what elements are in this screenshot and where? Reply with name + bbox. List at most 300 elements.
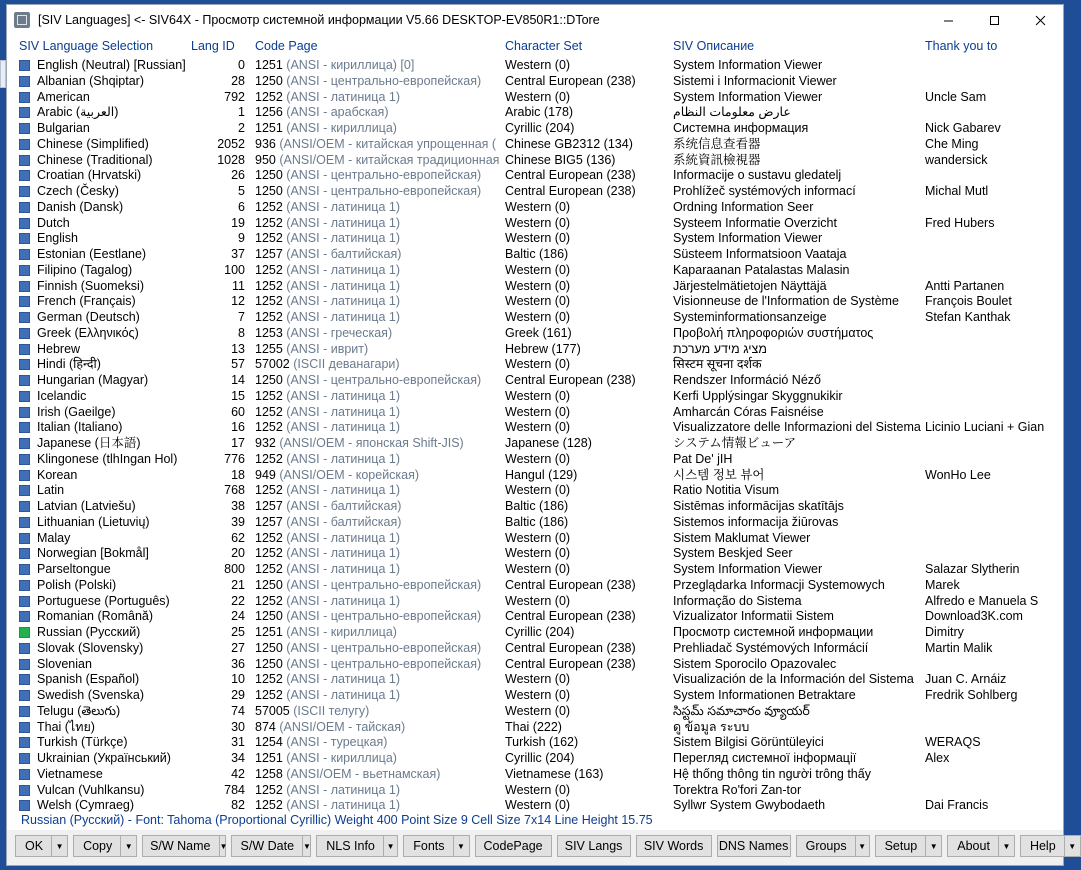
cell-desc: System Informationen Betraktare: [673, 688, 856, 702]
cell-thanks: Alex: [925, 751, 950, 765]
cell-cp: 936 (ANSI/OEM - китайская упрощенная (: [255, 136, 497, 151]
table-row[interactable]: [7, 672, 1063, 688]
table-row[interactable]: [7, 342, 1063, 358]
checkbox-icon: [19, 407, 30, 418]
about-button[interactable]: [947, 835, 1015, 857]
cell-desc: Visionneuse de l'Information de Système: [673, 294, 899, 309]
cell-thanks: Dimitry: [925, 625, 964, 639]
cell-lang: Chinese (Traditional): [37, 152, 153, 167]
table-row[interactable]: [7, 168, 1063, 184]
chevron-down-icon[interactable]: ▼: [998, 836, 1014, 856]
table-row[interactable]: [7, 436, 1063, 452]
cell-lang: Turkish (Türkçe): [37, 735, 128, 750]
table-row[interactable]: [7, 137, 1063, 153]
row-select-checkbox[interactable]: [19, 405, 32, 421]
row-select-checkbox[interactable]: [19, 767, 32, 783]
maximize-button[interactable]: [971, 5, 1017, 35]
cell-id: 34: [231, 751, 245, 765]
table-row[interactable]: [7, 121, 1063, 137]
table-row[interactable]: [7, 531, 1063, 547]
cell-desc: Kerfi Upplýsingar Skyggnukikir: [673, 388, 843, 403]
column-header-thanks: Thank you to: [925, 39, 998, 53]
row-select-checkbox[interactable]: [19, 105, 32, 121]
cell-cs: Western (0): [505, 89, 571, 104]
table-row[interactable]: [7, 90, 1063, 106]
cell-lang: English (Neutral) [Russian]: [37, 58, 186, 72]
cell-cp: 874 (ANSI/OEM - тайская): [255, 719, 406, 734]
cell-desc: Systeem Informatie Overzicht: [673, 215, 837, 230]
cell-id: 36: [231, 656, 245, 671]
cell-id: 792: [224, 89, 245, 104]
cell-desc: Süsteem Informatsioon Vaataja: [673, 247, 847, 261]
cell-cp: 949 (ANSI/OEM - корейская): [255, 467, 420, 482]
cell-cs: Western (0): [505, 262, 571, 277]
cell-cp: 1252 (ANSI - латиница 1): [255, 199, 400, 214]
row-select-checkbox[interactable]: [19, 357, 32, 373]
table-row[interactable]: [7, 405, 1063, 421]
row-select-checkbox[interactable]: [19, 326, 32, 342]
row-select-checkbox[interactable]: [19, 672, 32, 688]
cell-id: 39: [231, 514, 245, 529]
column-header-description: SIV Описание: [673, 39, 755, 53]
checkbox-icon: [19, 296, 30, 307]
cell-cp: 950 (ANSI/OEM - китайская традиционная: [255, 152, 500, 167]
cell-lang: Dutch: [37, 215, 70, 230]
cell-desc: Просмотр системной информации: [673, 625, 874, 639]
cell-lang: Lithuanian (Lietuvių): [37, 514, 150, 529]
cell-cp: 1250 (ANSI - центрально-европейская): [255, 640, 482, 655]
codepage-button[interactable]: CodePage: [475, 835, 552, 857]
cell-cp: 1252 (ANSI - латиница 1): [255, 215, 400, 230]
cell-cp: 1257 (ANSI - балтийская): [255, 499, 402, 513]
cell-cp: 1252 (ANSI - латиница 1): [255, 420, 400, 435]
cell-cs: Thai (222): [505, 719, 562, 734]
cell-lang: Swedish (Svenska): [37, 688, 144, 702]
siv-langs-button[interactable]: SIV Langs: [557, 835, 631, 857]
row-select-checkbox[interactable]: [19, 499, 32, 515]
cell-desc: System Information Viewer: [673, 58, 823, 72]
table-row[interactable]: [7, 594, 1063, 610]
row-select-checkbox[interactable]: [19, 263, 32, 279]
cell-id: 31: [231, 735, 245, 750]
checkbox-icon: [19, 281, 30, 292]
chevron-down-icon[interactable]: ▼: [51, 836, 67, 856]
row-select-checkbox[interactable]: [19, 720, 32, 736]
table-row[interactable]: [7, 641, 1063, 657]
cell-desc: Sistem Maklumat Viewer: [673, 530, 811, 545]
table-row[interactable]: [7, 798, 1063, 814]
cell-cs: Chinese GB2312 (134): [505, 136, 633, 151]
dns-names-button[interactable]: DNS Names: [717, 835, 791, 857]
cell-lang: Vietnamese: [37, 766, 103, 781]
copy-button[interactable]: [73, 835, 137, 857]
table-row[interactable]: [7, 184, 1063, 200]
button-label: Groups: [805, 839, 847, 853]
cell-cs: Vietnamese (163): [505, 766, 604, 781]
cell-id: 62: [231, 530, 245, 545]
row-select-checkbox[interactable]: [19, 515, 32, 531]
cell-desc: Visualizzatore delle Informazioni del Sistema: [673, 420, 921, 435]
button-label: S/W Date: [240, 839, 295, 853]
cell-cp: 1256 (ANSI - арабская): [255, 105, 389, 120]
checkbox-icon: [19, 375, 30, 386]
cell-id: 29: [231, 688, 245, 702]
cell-desc: Sistemi i Informacionit Viewer: [673, 73, 837, 88]
fonts-button[interactable]: [403, 835, 469, 857]
cell-lang: Korean: [37, 467, 78, 482]
chevron-down-icon[interactable]: ▼: [1064, 836, 1080, 856]
cell-lang: Parseltongue: [37, 562, 111, 576]
row-select-checkbox[interactable]: [19, 184, 32, 200]
table-row[interactable]: [7, 546, 1063, 562]
cell-cp: 1251 (ANSI - кириллица) [0]: [255, 58, 415, 72]
cell-thanks: WonHo Lee: [925, 467, 991, 482]
cell-cp: 1252 (ANSI - латиница 1): [255, 798, 400, 813]
table-body[interactable]: [7, 58, 1063, 813]
cell-id: 30: [231, 719, 245, 734]
cell-desc: システム情報ビューア: [673, 436, 797, 450]
minimize-button[interactable]: [925, 5, 971, 35]
cell-lang: English: [37, 231, 78, 246]
row-select-checkbox[interactable]: [19, 74, 32, 90]
cell-thanks: Antti Partanen: [925, 278, 1005, 293]
row-select-checkbox[interactable]: [19, 294, 32, 310]
cell-thanks: Juan C. Arnáiz: [925, 672, 1007, 687]
cell-thanks: Stefan Kanthak: [925, 310, 1011, 324]
cell-cp: 1257 (ANSI - балтийская): [255, 514, 402, 529]
cell-cs: Hebrew (177): [505, 341, 581, 356]
column-header-character-set: Character Set: [505, 39, 583, 53]
cell-id: 6: [238, 199, 245, 214]
cell-thanks: Fred Hubers: [925, 215, 995, 230]
checkbox-icon: [19, 722, 30, 733]
table-row[interactable]: [7, 74, 1063, 90]
chevron-down-icon[interactable]: ▼: [219, 836, 228, 856]
s-w-name-button[interactable]: [142, 835, 226, 857]
button-label: OK: [25, 839, 44, 853]
cell-id: 60: [231, 404, 245, 419]
row-select-checkbox[interactable]: [19, 247, 32, 263]
row-select-checkbox[interactable]: [19, 625, 32, 641]
cell-desc: System Beskjed Seer: [673, 546, 793, 561]
row-select-checkbox[interactable]: [19, 436, 32, 452]
cell-lang: Bulgarian: [37, 121, 90, 135]
row-select-checkbox[interactable]: [19, 468, 32, 484]
row-select-checkbox[interactable]: [19, 594, 32, 610]
cell-lang: Romanian (Română): [37, 609, 154, 624]
cell-id: 20: [231, 546, 245, 561]
cell-cp: 1253 (ANSI - греческая): [255, 325, 393, 340]
cell-cp: 1258 (ANSI/OEM - вьетнамская): [255, 766, 441, 781]
window-title: [SIV Languages] <- SIV64X - Просмотр системной информации V5.66 DESKTOP-EV850R1::DTore: [38, 13, 600, 27]
row-select-checkbox[interactable]: [19, 657, 32, 673]
row-select-checkbox[interactable]: [19, 168, 32, 184]
languages-table: [7, 36, 1063, 813]
table-row[interactable]: [7, 735, 1063, 751]
table-row[interactable]: [7, 326, 1063, 342]
cell-desc: సిస్టమ్ సమాచారం వ్యూయర్: [673, 703, 810, 718]
cell-cs: Western (0): [505, 798, 571, 813]
table-row[interactable]: [7, 625, 1063, 641]
cell-desc: Sistem Sporocilo Opazovalec: [673, 656, 837, 671]
table-row[interactable]: [7, 420, 1063, 436]
checkbox-icon: [19, 344, 30, 355]
siv-words-button[interactable]: SIV Words: [636, 835, 712, 857]
row-select-checkbox[interactable]: [19, 279, 32, 295]
row-select-checkbox[interactable]: [19, 562, 32, 578]
cell-id: 82: [231, 798, 245, 813]
cell-thanks: Michal Mutl: [925, 184, 989, 198]
table-row[interactable]: [7, 263, 1063, 279]
table-row[interactable]: [7, 310, 1063, 326]
row-select-checkbox[interactable]: [19, 751, 32, 767]
cell-desc: Järjestelmätietojen Näyttäjä: [673, 278, 827, 293]
cell-thanks: Che Ming: [925, 136, 979, 151]
cell-cs: Cyrillic (204): [505, 121, 575, 135]
cell-cp: 1257 (ANSI - балтийская): [255, 247, 402, 261]
cell-desc: Hệ thống thông tin người trông thấy: [673, 766, 871, 781]
cell-desc: Перегляд системної інформації: [673, 751, 857, 765]
row-select-checkbox[interactable]: [19, 735, 32, 751]
row-select-checkbox[interactable]: [19, 342, 32, 358]
checkbox-icon: [19, 312, 30, 323]
row-select-checkbox[interactable]: [19, 58, 32, 74]
row-select-checkbox[interactable]: [19, 641, 32, 657]
cell-cp: 1252 (ANSI - латиница 1): [255, 451, 400, 466]
cell-lang: Spanish (Español): [37, 672, 140, 687]
cell-id: 9: [238, 231, 245, 246]
table-row[interactable]: [7, 373, 1063, 389]
row-select-checkbox[interactable]: [19, 531, 32, 547]
cell-lang: Hungarian (Magyar): [37, 373, 149, 387]
cell-id: 42: [231, 766, 245, 781]
table-row[interactable]: [7, 200, 1063, 216]
cell-desc: Ratio Notitia Visum: [673, 483, 780, 498]
window-controls: [925, 5, 1063, 35]
table-row[interactable]: [7, 294, 1063, 310]
cell-cs: Central European (238): [505, 373, 636, 387]
chevron-down-icon[interactable]: ▼: [120, 836, 136, 856]
chevron-down-icon[interactable]: ▼: [453, 836, 469, 856]
cell-id: 24: [231, 609, 245, 624]
cell-lang: Portuguese (Português): [37, 593, 170, 608]
cell-cs: Western (0): [505, 420, 571, 435]
table-header-row: [7, 36, 1063, 58]
cell-lang: Slovenian: [37, 656, 92, 671]
cell-lang: Irish (Gaeilge): [37, 404, 116, 419]
cell-desc: Informação do Sistema: [673, 593, 802, 608]
cell-cp: 1250 (ANSI - центрально-европейская): [255, 184, 482, 198]
cell-lang: Danish (Dansk): [37, 199, 124, 214]
table-row[interactable]: [7, 58, 1063, 74]
table-row[interactable]: [7, 688, 1063, 704]
row-select-checkbox[interactable]: [19, 231, 32, 247]
cell-id: 100: [224, 262, 245, 277]
cell-id: 18: [231, 467, 245, 482]
groups-button[interactable]: [796, 835, 870, 857]
cell-cp: 1251 (ANSI - кириллица): [255, 625, 397, 639]
table-row[interactable]: [7, 499, 1063, 515]
cell-id: 12: [231, 294, 245, 309]
checkbox-icon: [19, 548, 30, 559]
cell-id: 784: [224, 782, 245, 797]
close-button[interactable]: [1017, 5, 1063, 35]
table-row[interactable]: [7, 783, 1063, 799]
cell-cs: Western (0): [505, 388, 571, 403]
cell-cs: Baltic (186): [505, 499, 569, 513]
table-row[interactable]: [7, 247, 1063, 263]
table-row[interactable]: [7, 216, 1063, 232]
chevron-down-icon[interactable]: ▼: [925, 836, 941, 856]
row-select-checkbox[interactable]: [19, 578, 32, 594]
cell-cs: Cyrillic (204): [505, 751, 575, 765]
nls-info-button[interactable]: [316, 835, 398, 857]
cell-desc: Sistēmas informācijas skatītājs: [673, 499, 844, 513]
cell-cp: 1252 (ANSI - латиница 1): [255, 483, 400, 498]
table-row[interactable]: [7, 704, 1063, 720]
s-w-date-button[interactable]: [231, 835, 311, 857]
row-select-checkbox[interactable]: [19, 216, 32, 232]
cell-lang: American: [37, 89, 90, 104]
checkbox-icon: [19, 737, 30, 748]
table-row[interactable]: [7, 483, 1063, 499]
chevron-down-icon[interactable]: ▼: [383, 836, 397, 856]
row-select-checkbox[interactable]: [19, 389, 32, 405]
cell-desc: מציג מידע מערכת: [673, 341, 767, 356]
row-select-checkbox[interactable]: [19, 137, 32, 153]
cell-cs: Western (0): [505, 357, 571, 372]
cell-id: 38: [231, 499, 245, 513]
table-row[interactable]: [7, 767, 1063, 783]
cell-desc: System Information Viewer: [673, 231, 823, 246]
cell-lang: French (Français): [37, 294, 136, 309]
cell-desc: Системна информация: [673, 121, 809, 135]
cell-cs: Western (0): [505, 294, 571, 309]
cell-id: 800: [224, 562, 245, 576]
table-row[interactable]: [7, 105, 1063, 121]
cell-cs: Western (0): [505, 451, 571, 466]
row-select-checkbox[interactable]: [19, 798, 32, 814]
row-select-checkbox[interactable]: [19, 688, 32, 704]
cell-desc: 系統資訊檢視器: [673, 152, 761, 167]
button-bar: [7, 830, 1077, 865]
row-select-checkbox[interactable]: [19, 452, 32, 468]
cell-thanks: Licinio Luciani + Gian: [925, 420, 1045, 435]
cell-lang: Vulcan (Vuhlkansu): [37, 782, 145, 797]
table-row[interactable]: [7, 357, 1063, 373]
cell-id: 13: [231, 341, 245, 356]
table-row[interactable]: [7, 657, 1063, 673]
checkbox-icon: [19, 328, 30, 339]
row-select-checkbox[interactable]: [19, 704, 32, 720]
table-row[interactable]: [7, 515, 1063, 531]
cell-desc: Visualización de la Información del Sistema: [673, 672, 914, 687]
chevron-down-icon[interactable]: ▼: [302, 836, 311, 856]
help-button[interactable]: [1020, 835, 1081, 857]
row-select-checkbox[interactable]: [19, 609, 32, 625]
cell-desc: 系统信息查看器: [673, 136, 761, 151]
cell-desc: Προβολή πληροφοριών συστήματος: [673, 325, 874, 340]
ok-button[interactable]: [15, 835, 68, 857]
checkbox-icon: [19, 186, 30, 197]
cell-cp: 1250 (ANSI - центрально-европейская): [255, 577, 482, 592]
cell-cs: Western (0): [505, 782, 571, 797]
row-select-checkbox[interactable]: [19, 483, 32, 499]
cell-cs: Central European (238): [505, 640, 636, 655]
cell-id: 2052: [217, 136, 245, 151]
row-select-checkbox[interactable]: [19, 420, 32, 436]
checkbox-icon: [19, 785, 30, 796]
checkbox-icon: [19, 596, 30, 607]
table-row[interactable]: [7, 279, 1063, 295]
table-row[interactable]: [7, 578, 1063, 594]
table-row[interactable]: [7, 720, 1063, 736]
cell-id: 1: [238, 105, 245, 120]
table-row[interactable]: [7, 562, 1063, 578]
table-row[interactable]: [7, 452, 1063, 468]
cell-desc: System Information Viewer: [673, 562, 823, 576]
cell-id: 0: [238, 58, 245, 72]
table-row[interactable]: [7, 389, 1063, 405]
row-select-checkbox[interactable]: [19, 200, 32, 216]
cell-cp: 1252 (ANSI - латиница 1): [255, 278, 400, 293]
column-header-selection: SIV Language Selection: [19, 39, 154, 53]
row-select-checkbox[interactable]: [19, 310, 32, 326]
cell-id: 776: [224, 451, 245, 466]
table-row[interactable]: [7, 231, 1063, 247]
checkbox-icon: [19, 627, 30, 638]
cell-lang: Japanese (日本語): [37, 436, 141, 450]
cell-cs: Western (0): [505, 278, 571, 293]
cell-desc: Prehliadač Systémových Informácií: [673, 640, 869, 655]
checkbox-icon: [19, 123, 30, 134]
cell-desc: Pat De' jIH: [673, 451, 733, 466]
cell-cp: 1252 (ANSI - латиница 1): [255, 530, 400, 545]
cell-desc: ดู ข้อมูล ระบบ: [673, 719, 750, 734]
table-row[interactable]: [7, 153, 1063, 169]
checkbox-icon: [19, 170, 30, 181]
row-select-checkbox[interactable]: [19, 90, 32, 106]
cell-lang: Arabic (العربية): [37, 105, 119, 120]
cell-desc: Syllwr System Gwybodaeth: [673, 798, 826, 813]
checkbox-icon: [19, 611, 30, 622]
chevron-down-icon[interactable]: ▼: [855, 836, 869, 856]
row-select-checkbox[interactable]: [19, 373, 32, 389]
cell-cp: 1250 (ANSI - центрально-европейская): [255, 73, 482, 88]
cell-cs: Western (0): [505, 703, 571, 718]
checkbox-icon: [19, 674, 30, 685]
table-row[interactable]: [7, 468, 1063, 484]
cell-thanks: wandersick: [925, 152, 988, 167]
cell-desc: Systeminformationsanzeige: [673, 310, 827, 324]
cell-id: 768: [224, 483, 245, 498]
row-select-checkbox[interactable]: [19, 546, 32, 562]
cell-thanks: Fredrik Sohlberg: [925, 688, 1018, 702]
cell-cs: Western (0): [505, 215, 571, 230]
table-row[interactable]: [7, 751, 1063, 767]
cell-cs: Western (0): [505, 546, 571, 561]
row-select-checkbox[interactable]: [19, 153, 32, 169]
table-row[interactable]: [7, 609, 1063, 625]
row-select-checkbox[interactable]: [19, 121, 32, 137]
cell-cp: 1252 (ANSI - латиница 1): [255, 562, 400, 576]
checkbox-icon: [19, 800, 30, 811]
row-select-checkbox[interactable]: [19, 783, 32, 799]
cell-cp: 1252 (ANSI - латиница 1): [255, 672, 400, 687]
cell-thanks: WERAQS: [925, 735, 981, 750]
cell-cp: 932 (ANSI/OEM - японская Shift-JIS): [255, 436, 464, 450]
setup-button[interactable]: [875, 835, 943, 857]
